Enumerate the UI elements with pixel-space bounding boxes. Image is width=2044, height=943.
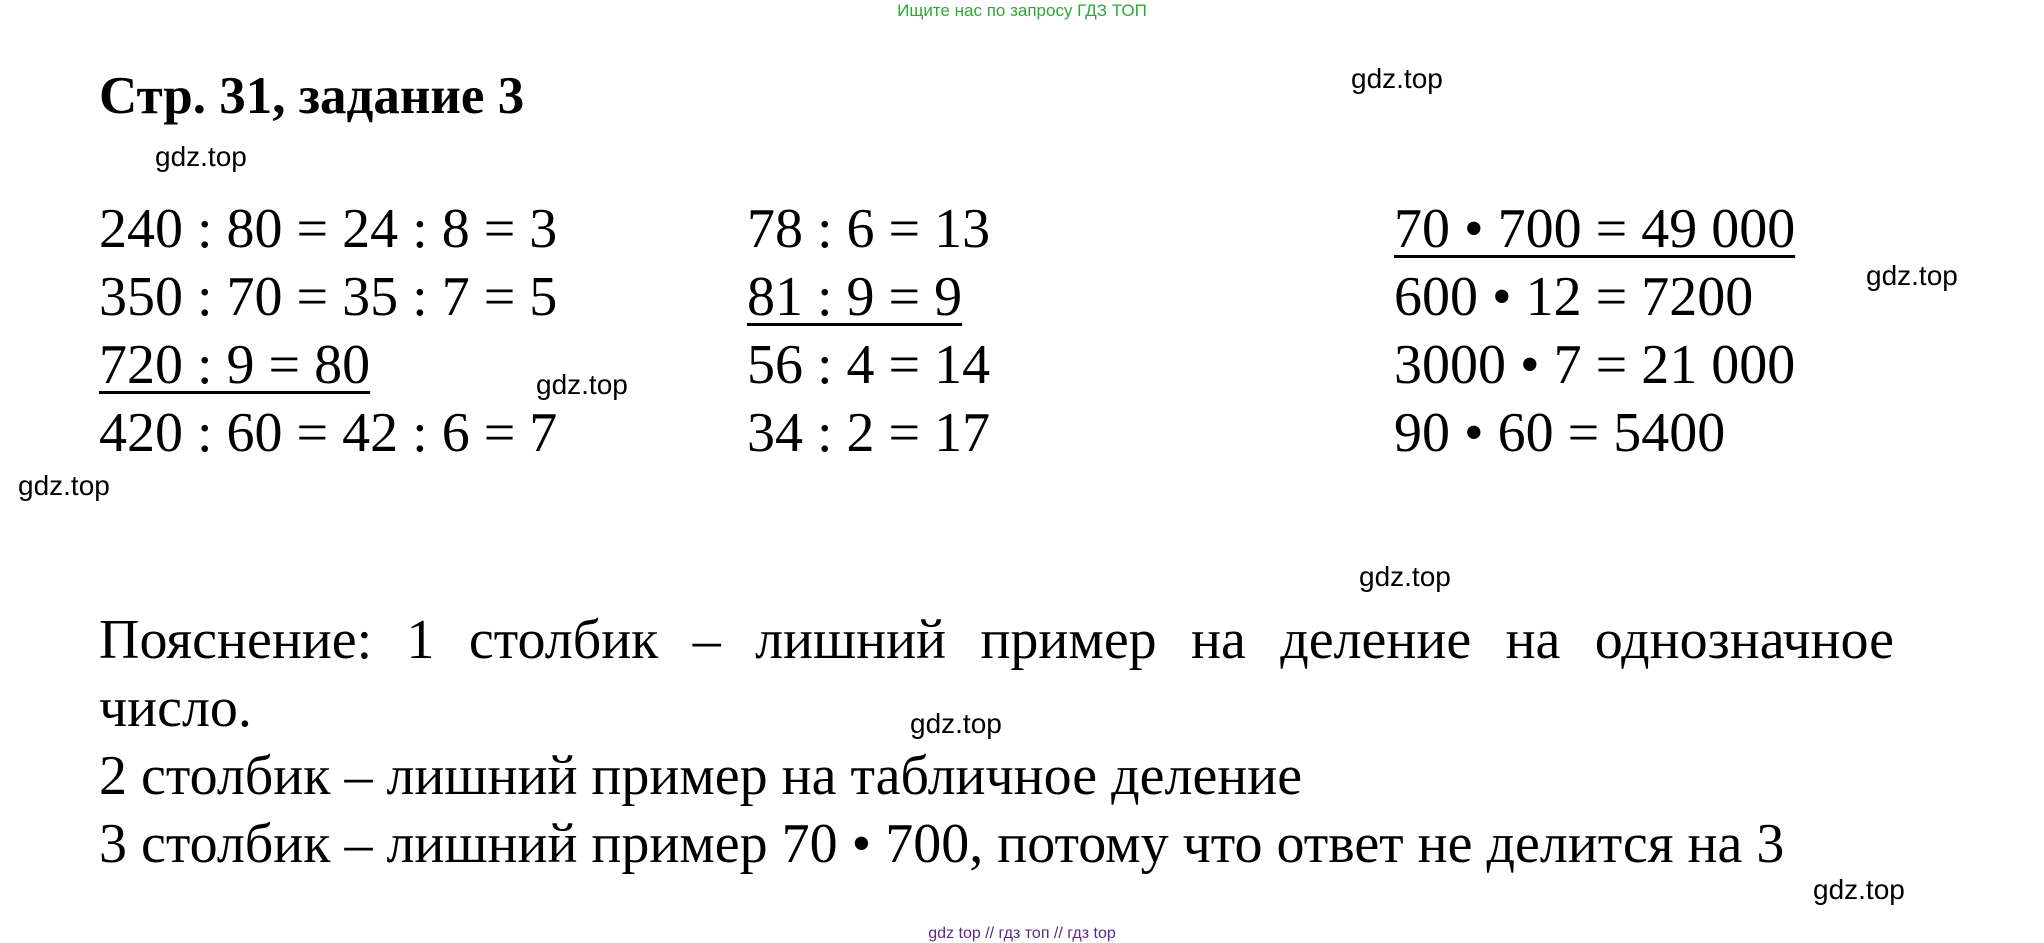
explanation-line: Пояснение: 1 столбик – лишний пример на деление на однозначное	[99, 609, 1894, 671]
equation-column-3	[1394, 195, 1795, 467]
equation-underlined: 720 : 9 = 80	[99, 334, 371, 396]
watermark: gdz.top	[910, 708, 1002, 739]
equation-column-1	[99, 195, 557, 467]
watermark: gdz.top	[18, 470, 110, 501]
watermark: gdz.top	[155, 141, 247, 172]
equation-column-2	[747, 195, 990, 467]
explanation-line: 3 столбик – лишний пример 70 • 700, потому что ответ не делится на 3	[99, 813, 1785, 875]
watermark: gdz.top	[1351, 63, 1443, 94]
equation: 90 • 60 = 5400	[1394, 402, 1726, 464]
equation-underlined: 70 • 700 = 49 000	[1394, 198, 1796, 260]
equation: 350 : 70 = 35 : 7 = 5	[99, 266, 558, 328]
equation: 420 : 60 = 42 : 6 = 7	[99, 402, 558, 464]
equation: 240 : 80 = 24 : 8 = 3	[99, 198, 558, 260]
watermark: gdz.top	[1813, 874, 1905, 905]
explanation-line: 2 столбик – лишний пример на табличное деление	[99, 745, 1303, 807]
equation: 78 : 6 = 13	[747, 198, 991, 260]
explanation	[99, 606, 1894, 878]
watermark: gdz.top	[536, 369, 628, 400]
equation-underlined: 81 : 9 = 9	[747, 266, 963, 328]
equation: 600 • 12 = 7200	[1394, 266, 1754, 328]
page-title: Стр. 31, задание 3	[99, 67, 525, 125]
equation: 34 : 2 = 17	[747, 402, 991, 464]
watermark: gdz.top	[1866, 260, 1958, 291]
top-search-note: Ищите нас по запросу ГДЗ ТОП	[897, 1, 1147, 20]
equation: 3000 • 7 = 21 000	[1394, 334, 1796, 396]
watermark: gdz.top	[1359, 561, 1451, 592]
footer-note: gdz top // гдз топ // гдз top	[928, 925, 1116, 942]
equation: 56 : 4 = 14	[747, 334, 991, 396]
explanation-line: число.	[99, 677, 252, 739]
